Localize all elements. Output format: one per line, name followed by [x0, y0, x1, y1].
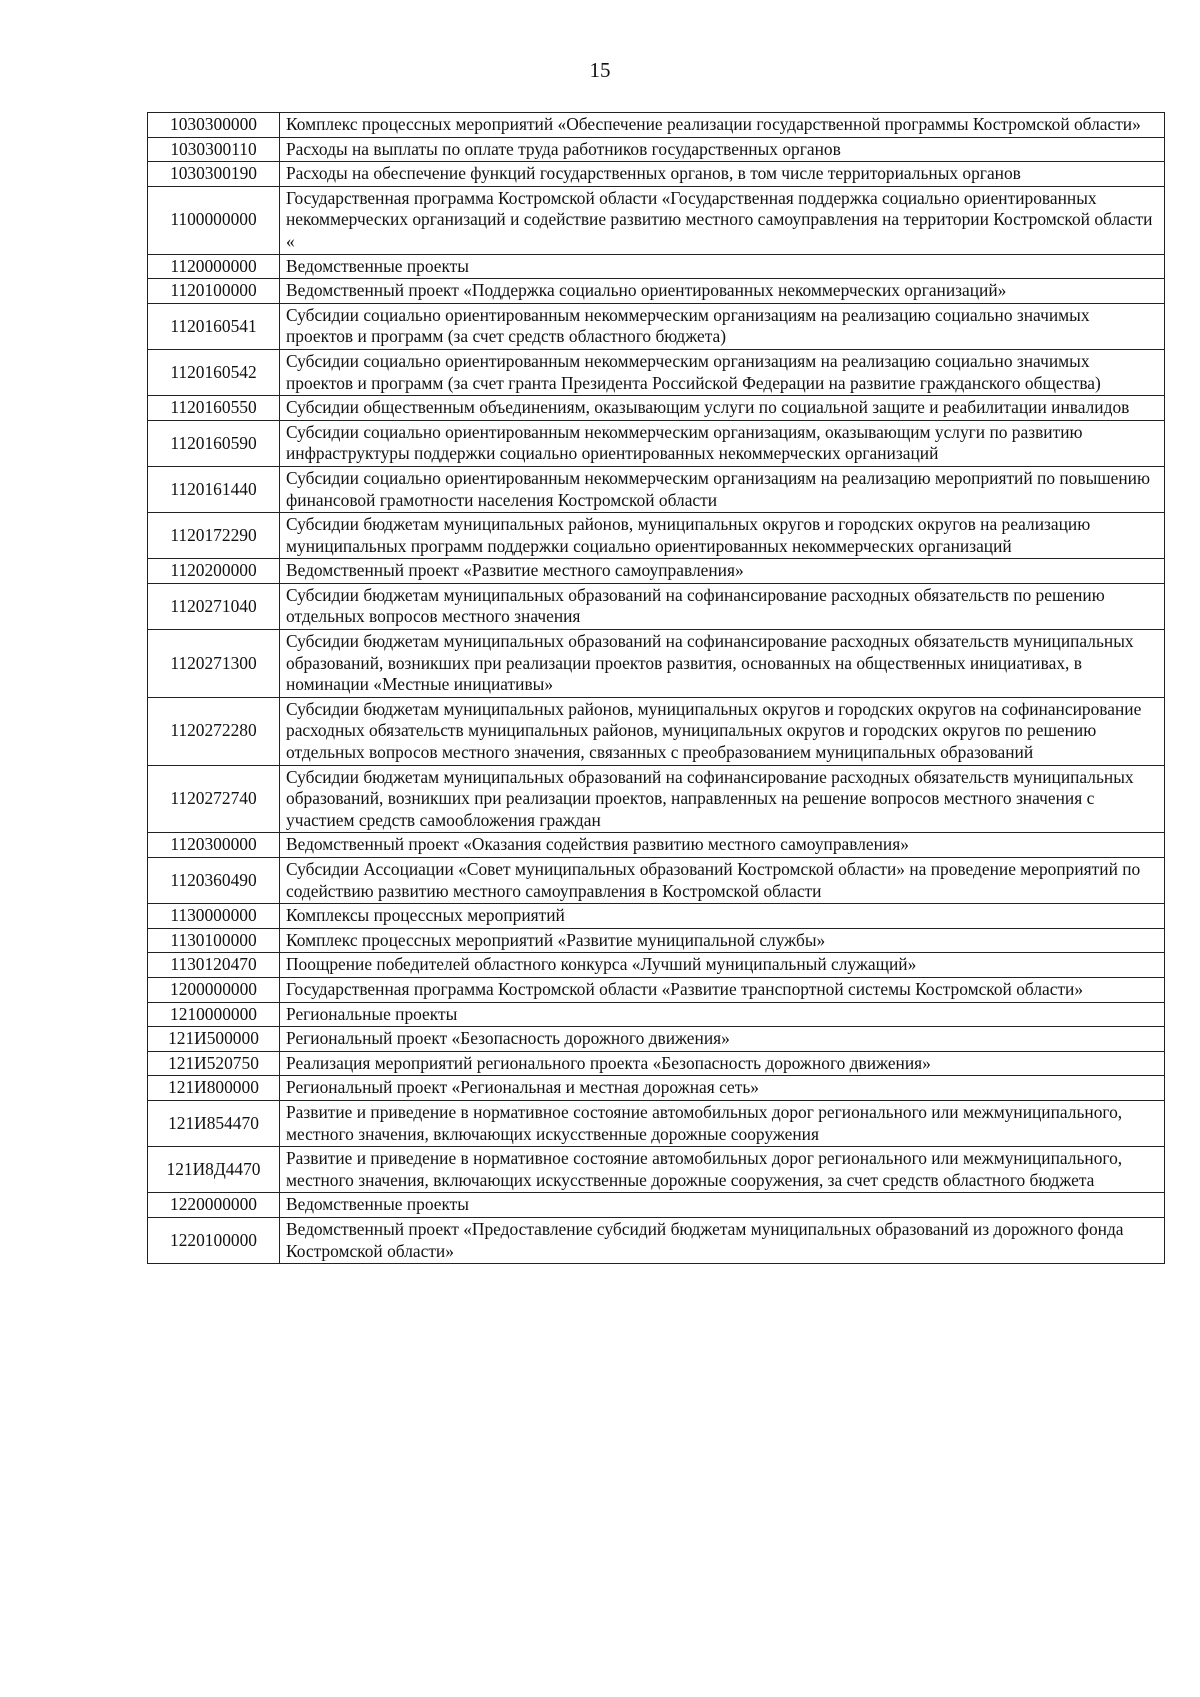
row-code: 1120160550 [148, 396, 280, 421]
row-code: 1120200000 [148, 559, 280, 584]
row-description: Расходы на обеспечение функций государственных органов, в том числе территориальных органов [280, 162, 1165, 187]
table-row [148, 1217, 1165, 1263]
row-description: Региональные проекты [280, 1002, 1165, 1027]
row-code: 1200000000 [148, 977, 280, 1002]
table-row [148, 765, 1165, 833]
table-row [148, 466, 1165, 512]
row-code: 1120160542 [148, 349, 280, 395]
table-row [148, 186, 1165, 254]
row-description: Развитие и приведение в нормативное состояние автомобильных дорог регионального или межмуниципального, местного значения, включающих искусственные дорожные сооружения, за счет средств областного бюджета [280, 1147, 1165, 1193]
table-row [148, 977, 1165, 1002]
row-code: 1120272280 [148, 697, 280, 765]
row-code: 1030300000 [148, 113, 280, 138]
row-code: 121И8Д4470 [148, 1147, 280, 1193]
table-row [148, 1002, 1165, 1027]
page-number: 15 [589, 58, 611, 82]
row-code: 1120360490 [148, 858, 280, 904]
row-description: Ведомственный проект «Оказания содействия развитию местного самоуправления» [280, 833, 1165, 858]
row-description: Ведомственные проекты [280, 254, 1165, 279]
row-code: 1030300190 [148, 162, 280, 187]
row-code: 1120300000 [148, 833, 280, 858]
table-row [148, 254, 1165, 279]
row-description: Развитие и приведение в нормативное состояние автомобильных дорог регионального или межмуниципального, местного значения, включающих искусственные дорожные сооружения [280, 1100, 1165, 1146]
budget-classification-table [147, 112, 1165, 1264]
table-row [148, 559, 1165, 584]
row-code: 1120271300 [148, 630, 280, 698]
table-row [148, 630, 1165, 698]
table-row [148, 396, 1165, 421]
row-code: 1120272740 [148, 765, 280, 833]
row-description: Ведомственные проекты [280, 1193, 1165, 1218]
table-row [148, 420, 1165, 466]
table-row [148, 513, 1165, 559]
table-row [148, 303, 1165, 349]
row-code: 1100000000 [148, 186, 280, 254]
row-code: 121И500000 [148, 1027, 280, 1052]
row-description: Государственная программа Костромской области «Государственная поддержка социально ориентированных некоммерческих организаций и содействие развитию местного самоуправления на территории Костромской области « [280, 186, 1165, 254]
row-code: 1220100000 [148, 1217, 280, 1263]
row-code: 1130100000 [148, 928, 280, 953]
table-row [148, 904, 1165, 929]
row-code: 121И800000 [148, 1076, 280, 1101]
table-row [148, 1100, 1165, 1146]
row-description: Региональный проект «Безопасность дорожного движения» [280, 1027, 1165, 1052]
row-description: Ведомственный проект «Предоставление субсидий бюджетам муниципальных образований из дорожного фонда Костромской области» [280, 1217, 1165, 1263]
table-row [148, 583, 1165, 629]
row-description: Субсидии Ассоциации «Совет муниципальных образований Костромской области» на проведение мероприятий по содействию развитию местного самоуправления в Костромской области [280, 858, 1165, 904]
row-code: 1130000000 [148, 904, 280, 929]
row-code: 1120172290 [148, 513, 280, 559]
table-row [148, 833, 1165, 858]
row-description: Субсидии бюджетам муниципальных образований на софинансирование расходных обязательств муниципальных образований, возникших при реализации проектов, направленных на решение вопросов местного значения с участием средств самообложения граждан [280, 765, 1165, 833]
row-description: Комплекс процессных мероприятий «Развитие муниципальной службы» [280, 928, 1165, 953]
row-description: Субсидии социально ориентированным некоммерческим организациям на реализацию социально значимых проектов и программ (за счет гранта Президента Российской Федерации на развитие гражданского общества) [280, 349, 1165, 395]
table-body [148, 113, 1165, 1264]
table-row [148, 697, 1165, 765]
table-row [148, 1147, 1165, 1193]
row-code: 1120160541 [148, 303, 280, 349]
row-code: 1120100000 [148, 279, 280, 304]
row-code: 1120000000 [148, 254, 280, 279]
row-description: Ведомственный проект «Поддержка социально ориентированных некоммерческих организаций» [280, 279, 1165, 304]
row-code: 1120160590 [148, 420, 280, 466]
row-code: 121И854470 [148, 1100, 280, 1146]
row-description: Субсидии социально ориентированным некоммерческим организациям на реализацию мероприятий по повышению финансовой грамотности населения Костромской области [280, 466, 1165, 512]
row-description: Субсидии общественным объединениям, оказывающим услуги по социальной защите и реабилитации инвалидов [280, 396, 1165, 421]
row-code: 1120271040 [148, 583, 280, 629]
row-code: 1210000000 [148, 1002, 280, 1027]
table-row [148, 162, 1165, 187]
row-code: 1220000000 [148, 1193, 280, 1218]
row-description: Субсидии бюджетам муниципальных районов, муниципальных округов и городских округов на софинансирование расходных обязательств муниципальных районов, муниципальных округов и городских округов по решению отдельных вопросов местного значения, связанных с преобразованием муниципальных образований [280, 697, 1165, 765]
row-code: 121И520750 [148, 1051, 280, 1076]
row-description: Региональный проект «Региональная и местная дорожная сеть» [280, 1076, 1165, 1101]
row-description: Государственная программа Костромской области «Развитие транспортной системы Костромской области» [280, 977, 1165, 1002]
table-row [148, 953, 1165, 978]
row-description: Субсидии бюджетам муниципальных образований на софинансирование расходных обязательств по решению отдельных вопросов местного значения [280, 583, 1165, 629]
row-description: Субсидии социально ориентированным некоммерческим организациям, оказывающим услуги по развитию инфраструктуры поддержки социально ориентированных некоммерческих организаций [280, 420, 1165, 466]
table-row [148, 1193, 1165, 1218]
table-row [148, 858, 1165, 904]
row-description: Субсидии социально ориентированным некоммерческим организациям на реализацию социально значимых проектов и программ (за счет средств областного бюджета) [280, 303, 1165, 349]
row-description: Субсидии бюджетам муниципальных районов, муниципальных округов и городских округов на реализацию муниципальных программ поддержки социально ориентированных некоммерческих организаций [280, 513, 1165, 559]
row-code: 1120161440 [148, 466, 280, 512]
table-row [148, 928, 1165, 953]
table-row [148, 1027, 1165, 1052]
table-row [148, 349, 1165, 395]
row-description: Поощрение победителей областного конкурса «Лучший муниципальный служащий» [280, 953, 1165, 978]
table-row [148, 1051, 1165, 1076]
row-description: Расходы на выплаты по оплате труда работников государственных органов [280, 137, 1165, 162]
row-description: Ведомственный проект «Развитие местного самоуправления» [280, 559, 1165, 584]
row-description: Комплекс процессных мероприятий «Обеспечение реализации государственной программы Костромской области» [280, 113, 1165, 138]
table-row [148, 137, 1165, 162]
row-description: Субсидии бюджетам муниципальных образований на софинансирование расходных обязательств муниципальных образований, возникших при реализации проектов развития, основанных на общественных инициативах, в номинации «Местные инициативы» [280, 630, 1165, 698]
row-code: 1030300110 [148, 137, 280, 162]
row-description: Комплексы процессных мероприятий [280, 904, 1165, 929]
table-row [148, 1076, 1165, 1101]
table-row [148, 113, 1165, 138]
row-code: 1130120470 [148, 953, 280, 978]
row-description: Реализация мероприятий регионального проекта «Безопасность дорожного движения» [280, 1051, 1165, 1076]
table-row [148, 279, 1165, 304]
